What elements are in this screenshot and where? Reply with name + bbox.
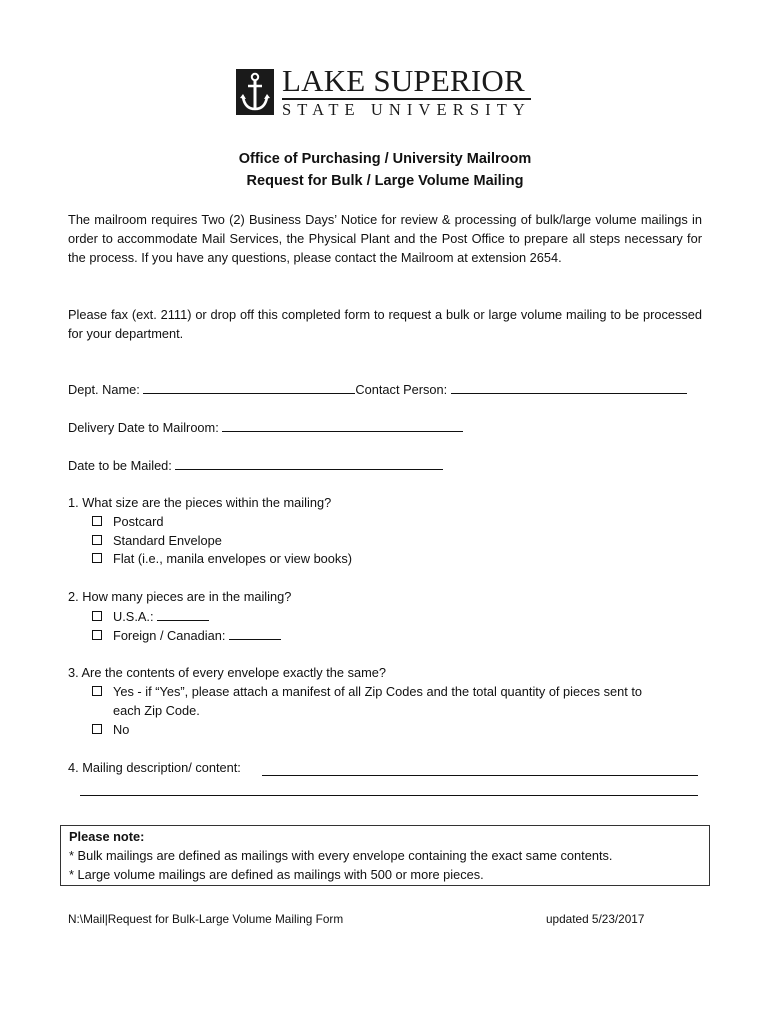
usa-count-field[interactable] [157, 608, 209, 621]
foreign-checkbox[interactable] [92, 630, 102, 640]
mail-date-row [68, 457, 443, 473]
dept-name-label: Dept. Name: [68, 382, 140, 397]
foreign-label: Foreign / Canadian: [113, 628, 226, 643]
mailing-description-label: 4. Mailing description/ content: [68, 760, 241, 775]
no-checkbox[interactable] [92, 724, 102, 734]
question-3: 3. Are the contents of every envelope exactly the same? [68, 665, 386, 680]
university-logo [236, 63, 536, 119]
dept-contact-row [68, 381, 687, 397]
flat-label: Flat (i.e., manila envelopes or view books) [113, 551, 352, 566]
yes-label: Yes - if “Yes”, please attach a manifest of all Zip Codes and the total quantity of pieces sent to [113, 684, 643, 699]
delivery-date-field[interactable] [222, 419, 463, 432]
option-yes [92, 684, 642, 699]
contact-person-label: Contact Person: [355, 382, 448, 397]
option-flat [92, 551, 352, 566]
intro-paragraph: The mailroom requires Two (2) Business Days’ Notice for review & processing of bulk/large volume mailings in order to accommodate Mail Services, the Physical Plant and the Post Office to prepare all steps necessary for the process. If you have any questions, please contact the Mailroom at extension 2654. [68, 212, 702, 265]
logo-wordmark-top: LAKE SUPERIOR [282, 63, 525, 98]
delivery-date-label: Delivery Date to Mailroom: [68, 420, 219, 435]
contact-person-field[interactable] [451, 381, 687, 394]
no-label: No [113, 722, 130, 737]
footer-file-path: N:\Mail|Request for Bulk-Large Volume Mailing Form [68, 912, 344, 926]
question-1: 1. What size are the pieces within the mailing? [68, 495, 332, 510]
foreign-count-field[interactable] [229, 627, 281, 640]
option-no [92, 722, 129, 737]
question-4 [68, 760, 241, 775]
mailing-description-line-2[interactable] [80, 795, 698, 796]
anchor-icon [236, 69, 274, 115]
yes-checkbox[interactable] [92, 686, 102, 696]
standard-envelope-checkbox[interactable] [92, 535, 102, 545]
form-title: Request for Bulk / Large Volume Mailing [246, 173, 524, 189]
note-volume-definition: * Large volume mailings are defined as mailings with 500 or more pieces. [69, 867, 484, 882]
option-usa [92, 608, 209, 624]
option-postcard [92, 514, 164, 529]
postcard-checkbox[interactable] [92, 516, 102, 526]
option-foreign [92, 627, 281, 643]
standard-envelope-label: Standard Envelope [113, 533, 222, 548]
instructions-paragraph: Please fax (ext. 2111) or drop off this completed form to request a bulk or large volume mailing to be processed for your department. [68, 307, 702, 341]
flat-checkbox[interactable] [92, 553, 102, 563]
yes-label-continued: each Zip Code. [113, 703, 200, 718]
usa-label: U.S.A.: [113, 609, 154, 624]
dept-name-field[interactable] [143, 381, 355, 394]
mailing-description-line-1[interactable] [262, 775, 698, 776]
footer-updated-date: updated 5/23/2017 [546, 912, 645, 926]
option-standard-envelope [92, 533, 222, 548]
usa-checkbox[interactable] [92, 611, 102, 621]
note-bulk-definition: * Bulk mailings are defined as mailings with every envelope containing the exact same contents. [69, 848, 613, 863]
postcard-label: Postcard [113, 514, 164, 529]
mail-date-field[interactable] [175, 457, 443, 470]
question-2: 2. How many pieces are in the mailing? [68, 589, 292, 604]
logo-wordmark-bottom: STATE UNIVERSITY [282, 100, 531, 119]
note-heading: Please note: [69, 829, 145, 844]
delivery-date-row [68, 419, 463, 435]
office-title: Office of Purchasing / University Mailroom [238, 151, 532, 167]
note-box [60, 825, 710, 886]
mail-date-label: Date to be Mailed: [68, 458, 172, 473]
